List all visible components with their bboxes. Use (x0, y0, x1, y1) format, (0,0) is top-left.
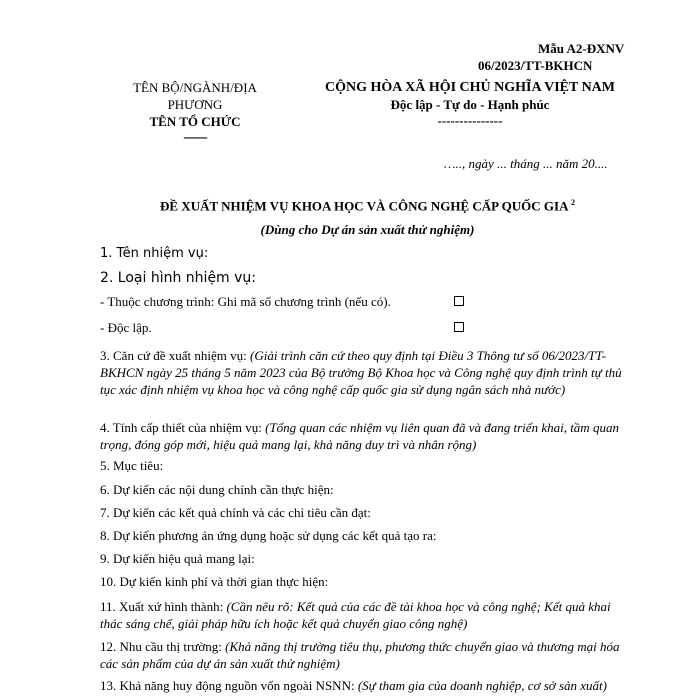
program-checkbox[interactable] (454, 296, 464, 306)
form-code-line1: Mẫu A2-ĐXNV (538, 41, 625, 56)
left-divider: ------- (183, 129, 207, 144)
document-title (100, 198, 635, 214)
date-line: ….., ngày ... tháng ... năm 20.... (444, 156, 608, 171)
option-independent: - Độc lập. (100, 320, 152, 335)
item-necessity (100, 419, 635, 453)
item-origin-note: (Cần nêu rõ: Kết quả của các đề tài khoa học và công nghệ; Kết quả khai thác sáng chế, giải pháp hữu ích hoặc kết quả chuyển giao công nghệ) (100, 599, 611, 631)
item-market-demand-label: 12. Nhu cầu thị trường: (100, 639, 226, 654)
right-divider: --------------- (437, 113, 503, 128)
ministry-line2: PHƯƠNG (167, 97, 223, 112)
national-motto: Độc lập - Tự do - Hạnh phúc (390, 97, 550, 112)
item-budget-time: 10. Dự kiến kinh phí và thời gian thực hiện: (100, 574, 329, 589)
independent-checkbox[interactable] (454, 322, 464, 332)
item-task-name: 1. Tên nhiệm vụ: (100, 246, 209, 261)
footnote-marker: 2 (571, 198, 575, 207)
item-basis-label: 3. Căn cứ đề xuất nhiệm vụ: (100, 348, 251, 363)
option-program: - Thuộc chương trình: Ghi mã số chương trình (nếu có). (100, 294, 391, 309)
item-market-demand-note: (Khả năng thị trường tiêu thụ, phương thức chuyển giao và thương mại hóa các sản phẩm của dự án sản xuất thử nghiệm) (100, 639, 620, 671)
item-objectives: 5. Mục tiêu: (100, 458, 164, 473)
item-funding-note: (Sự tham gia của doanh nghiệp, cơ sở sản xuất) (357, 678, 607, 693)
item-application-plan: 8. Dự kiến phương án ứng dụng hoặc sử dụng các kết quả tạo ra: (100, 528, 437, 543)
item-basis-note: (Giải trình căn cứ theo quy định tại Điều 3 Thông tư số 06/2023/TT-BKHCN ngày 25 tháng 5 năm 2023 của Bộ trưởng Bộ Khoa học và Công nghệ quy định trình tự thủ tục xác định nhiệm vụ khoa học và công nghệ cấp quốc gia sử dụng ngân sách nhà nước) (100, 348, 622, 397)
item-expected-results: 7. Dự kiến các kết quả chính và các chỉ tiêu cần đạt: (100, 505, 371, 520)
item-necessity-label: 4. Tính cấp thiết của nhiệm vụ: (100, 420, 266, 435)
item-expected-efficiency: 9. Dự kiến hiệu quả mang lại: (100, 551, 255, 566)
item-task-type: 2. Loại hình nhiệm vụ: (100, 270, 257, 286)
document-title-text: ĐỀ XUẤT NHIỆM VỤ KHOA HỌC VÀ CÔNG NGHỆ CẤP QUỐC GIA (160, 198, 568, 214)
organization-name: TÊN TỔ CHỨC (149, 114, 241, 129)
national-title: CỘNG HÒA XÃ HỘI CHỦ NGHĨA VIỆT NAM (324, 80, 615, 95)
item-origin (100, 598, 635, 632)
item-main-contents: 6. Dự kiến các nội dung chính cần thực hiện: (100, 482, 334, 497)
item-basis (100, 347, 635, 398)
document-subtitle: (Dùng cho Dự án sản xuất thử nghiệm) (260, 222, 475, 237)
item-funding-label: 13. Khả năng huy động nguồn vốn ngoài NSNN: (100, 678, 358, 693)
item-origin-label: 11. Xuất xứ hình thành: (100, 599, 227, 614)
ministry-line1: TÊN BỘ/NGÀNH/ĐỊA (133, 80, 257, 95)
item-necessity-note: (Tổng quan các nhiệm vụ liên quan đã và đang triển khai, tầm quan trọng, đóng góp mới, hiệu quả mang lại, khả năng duy trì và nhân rộng) (100, 420, 619, 452)
form-code-line2: 06/2023/TT-BKHCN (478, 58, 593, 73)
item-market-demand (100, 638, 635, 672)
item-funding (100, 677, 635, 694)
